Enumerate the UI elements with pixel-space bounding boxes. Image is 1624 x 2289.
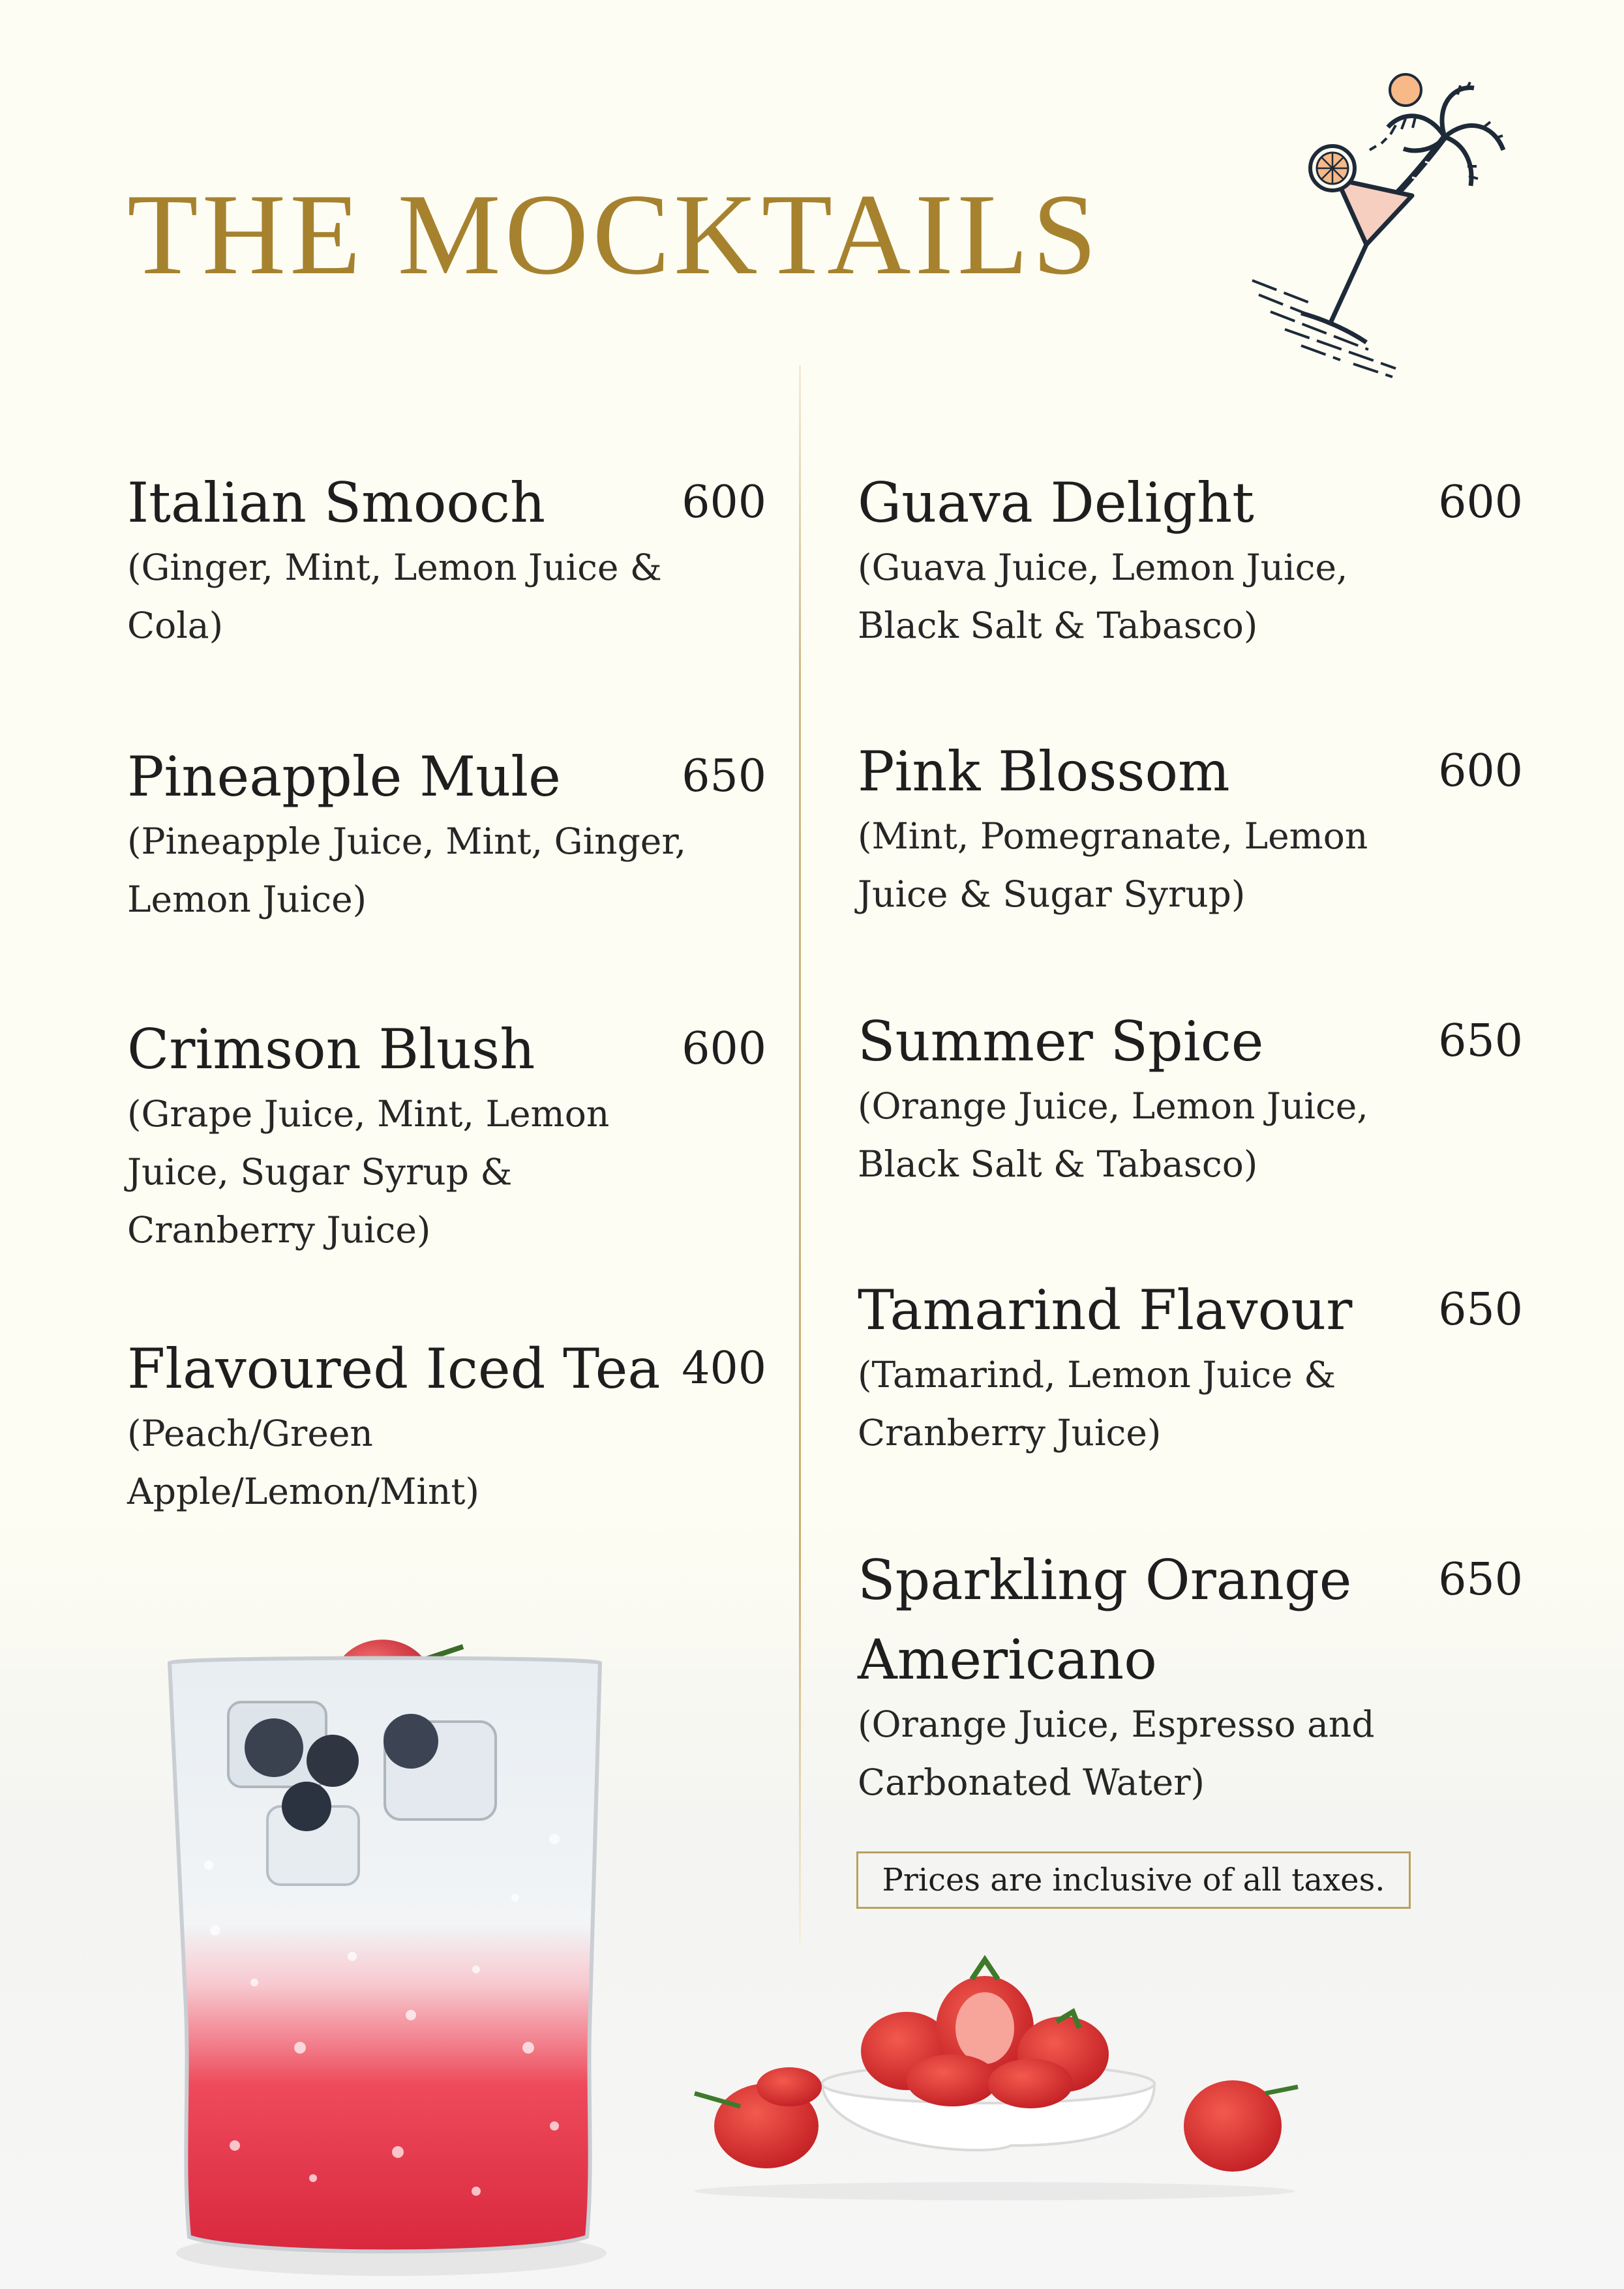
item-name: Pink Blossom [858, 740, 1230, 803]
menu-item [127, 1010, 766, 1259]
item-name: Sparkling Orange Americano [858, 1548, 1352, 1692]
menu-item [858, 732, 1523, 923]
item-description: (Mint, Pomegranate, Lemon Juice & Sugar Syrup) [858, 815, 1368, 915]
menu-item [858, 1540, 1523, 1812]
item-name: Tamarind Flavour [858, 1278, 1353, 1342]
item-price: 650 [1438, 1554, 1523, 1606]
menu-item [858, 463, 1523, 655]
item-description: (Orange Juice, Espresso and Carbonated Water) [858, 1703, 1375, 1803]
item-name: Summer Spice [858, 1010, 1264, 1073]
item-price: 650 [1438, 1284, 1523, 1336]
item-name: Guava Delight [858, 471, 1254, 535]
item-description: (Orange Juice, Lemon Juice, Black Salt & Tabasco) [858, 1085, 1368, 1185]
item-description: (Tamarind, Lemon Juice & Cranberry Juice) [858, 1354, 1336, 1454]
menu-item [127, 463, 766, 655]
item-price: 600 [682, 1023, 766, 1075]
menu-item [127, 1329, 766, 1521]
item-name: Crimson Blush [127, 1017, 535, 1081]
item-description: (Grape Juice, Mint, Lemon Juice, Sugar Syrup & Cranberry Juice) [127, 1093, 610, 1251]
item-price: 600 [682, 477, 766, 528]
item-price: 650 [682, 751, 766, 802]
menu-item [858, 1270, 1523, 1462]
item-price: 600 [1438, 745, 1523, 797]
menu-item [858, 1002, 1523, 1193]
page-title: THE MOCKTAILS [127, 170, 1101, 299]
item-name: Pineapple Mule [127, 745, 561, 809]
item-price: 600 [1438, 477, 1523, 528]
item-price: 400 [682, 1343, 766, 1394]
item-name: Italian Smooch [127, 471, 546, 535]
item-price: 650 [1438, 1015, 1523, 1067]
strawberry-bowl-image [659, 1930, 1331, 2204]
item-description: (Peach/Green Apple/Lemon/Mint) [127, 1413, 479, 1512]
item-description: (Guava Juice, Lemon Juice, Black Salt & Tabasco) [858, 546, 1348, 646]
item-description: (Ginger, Mint, Lemon Juice & Cola) [127, 546, 662, 646]
column-divider [799, 365, 801, 1943]
menu-item [127, 737, 766, 929]
strawberry-soda-glass-image [137, 1591, 646, 2282]
item-name: Flavoured Iced Tea [127, 1337, 661, 1401]
cocktail-palm-icon [1239, 65, 1552, 378]
tax-note: Prices are inclusive of all taxes. [856, 1851, 1411, 1909]
item-description: (Pineapple Juice, Mint, Ginger, Lemon Juice) [127, 820, 687, 920]
